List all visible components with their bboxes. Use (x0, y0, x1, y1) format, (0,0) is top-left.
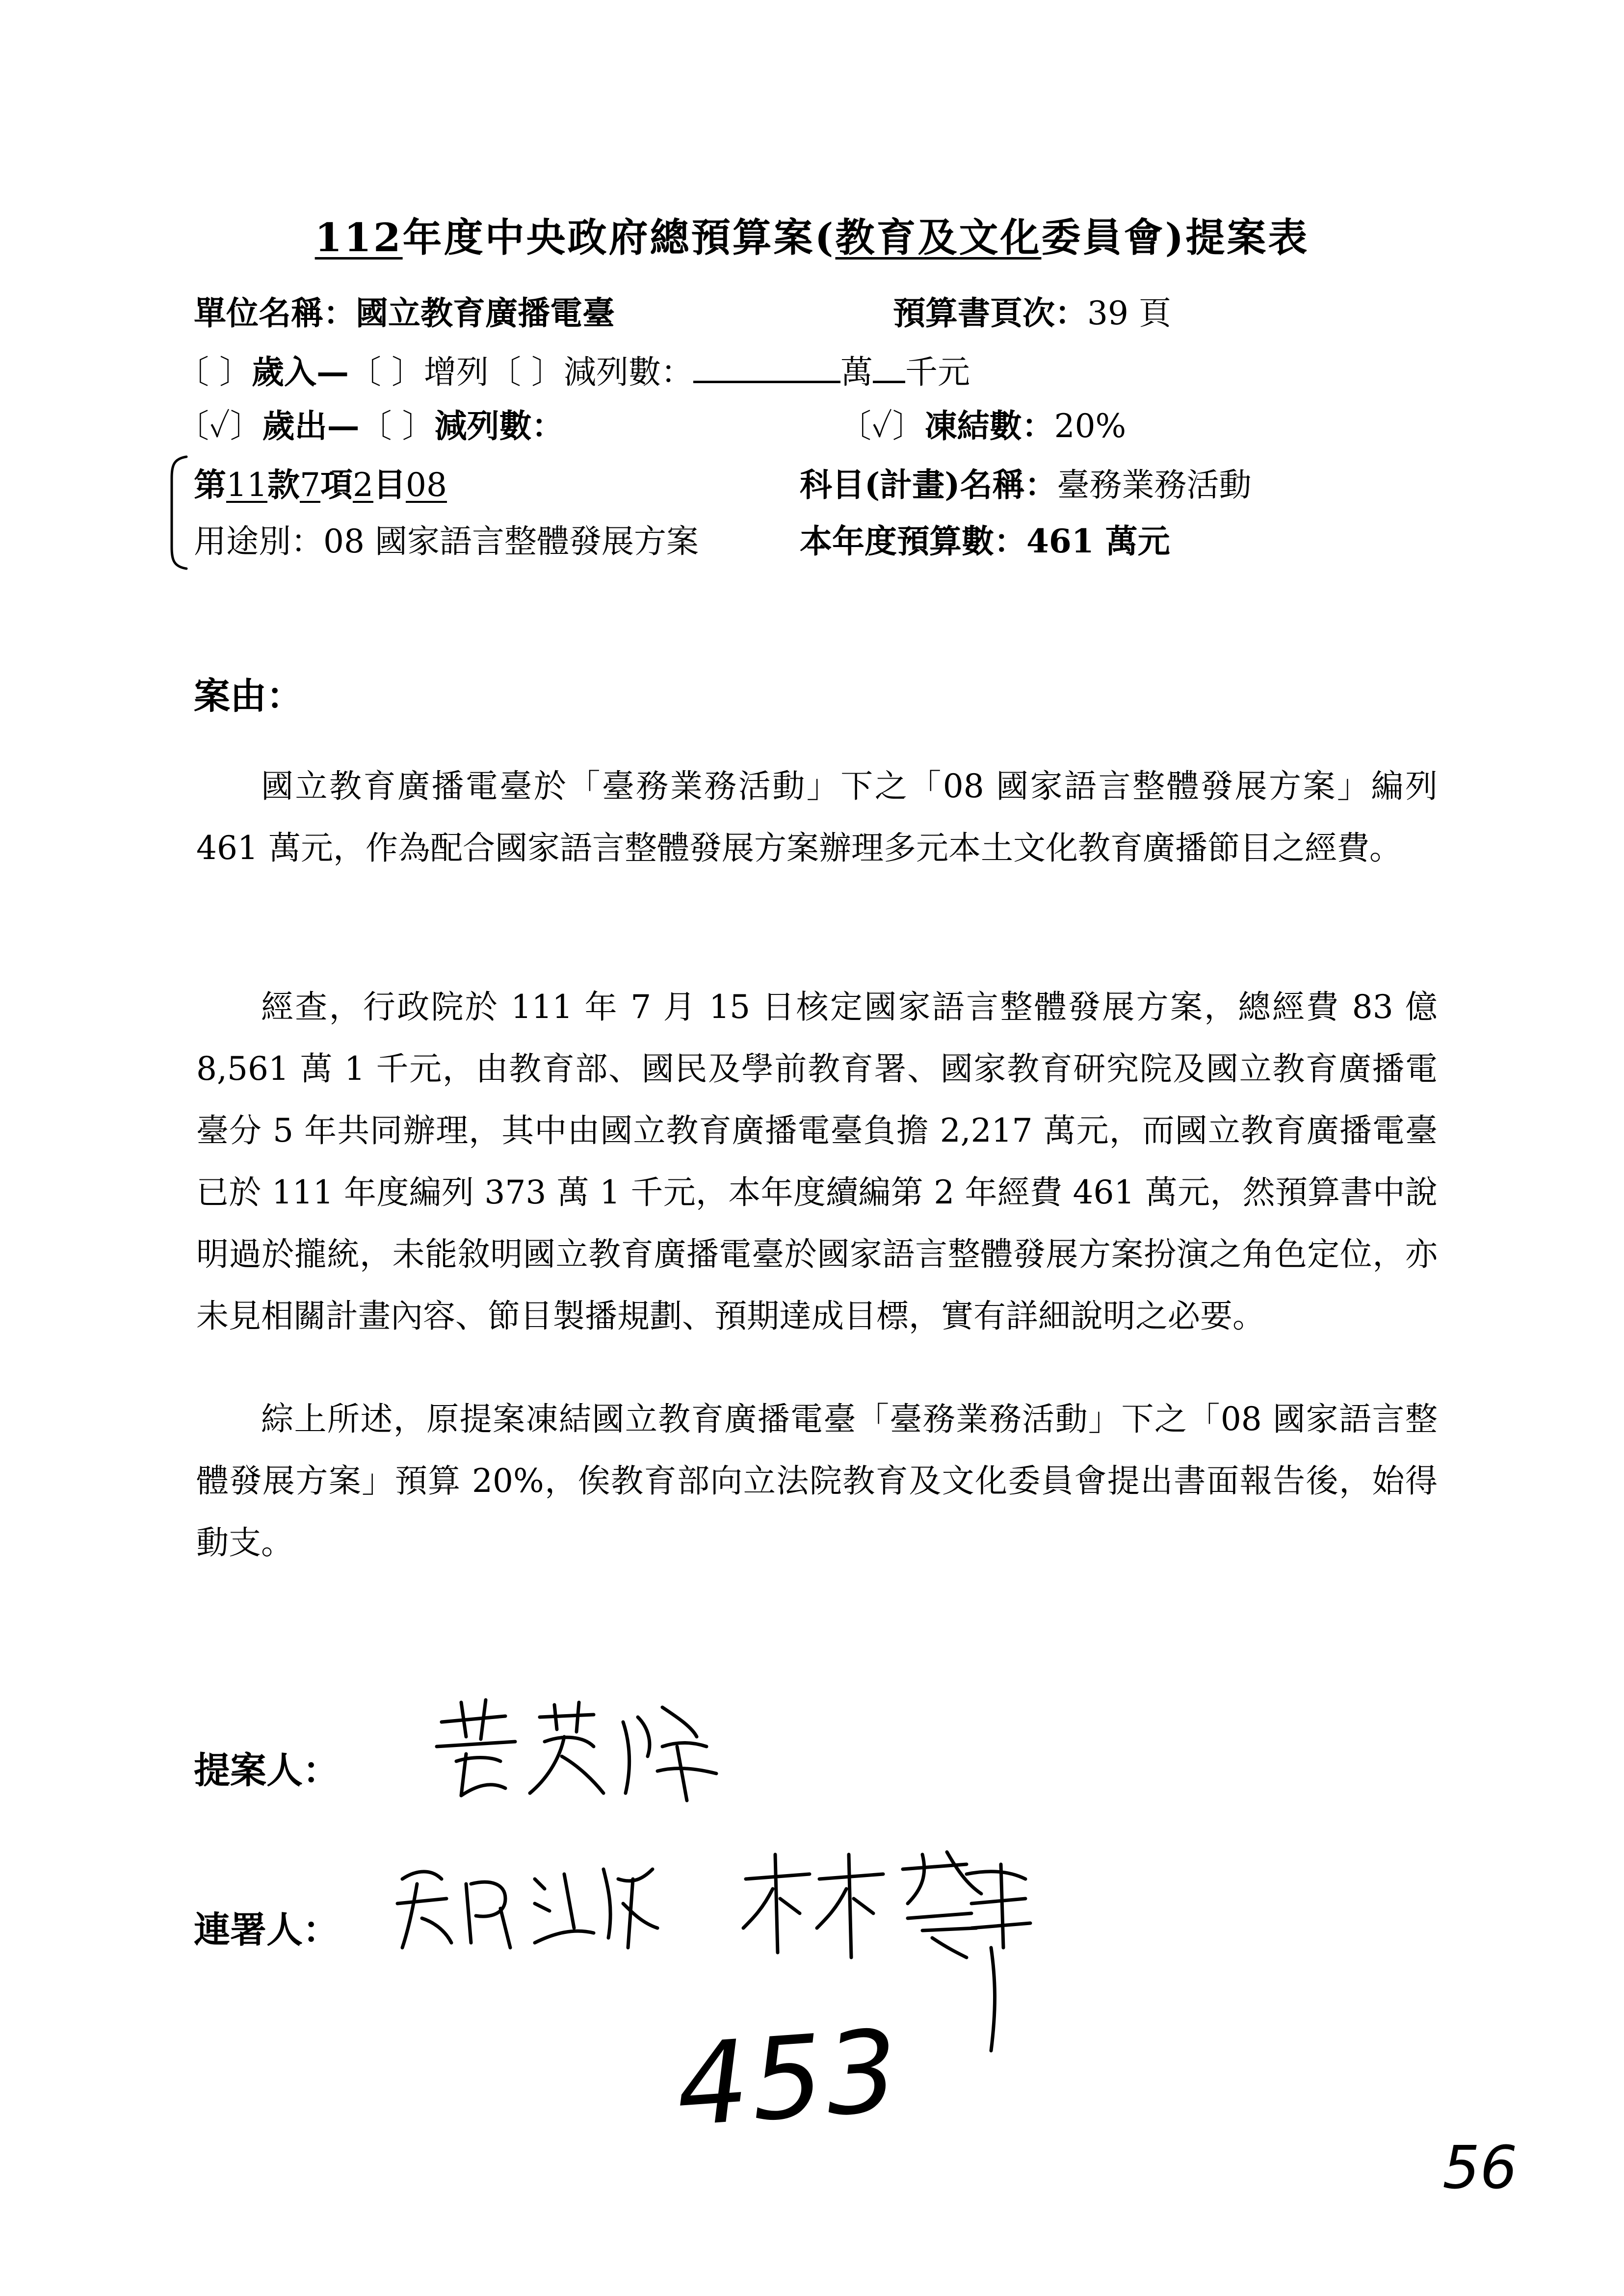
title-year: 112 (314, 214, 403, 261)
increase-checkbox: 〔 〕 (348, 353, 424, 391)
subject-label: 科目(計畫)名稱： (800, 466, 1057, 504)
item-kuan: 11 (226, 466, 267, 504)
revenue-decrease-label: 減列數： (563, 353, 693, 391)
unit-wan: 萬 (840, 353, 873, 391)
title-committee: 教育及文化 (835, 214, 1042, 261)
unit-thousand: 千元 (905, 353, 970, 391)
budget-page-label: 預算書頁次： (893, 294, 1087, 332)
subject-value: 臺務業務活動 (1057, 466, 1252, 504)
freeze-label: 凍結數： (924, 407, 1054, 445)
reason-paragraph-1: 國立教育廣播電臺於「臺務業務活動」下之「08 國家語言整體發展方案」編列 461 萬元，作為配合國家語言整體發展方案辦理多元本土文化教育廣播節目之經費。 (196, 767, 1438, 867)
item-prefix: 第 (194, 466, 226, 504)
expenditure-line (177, 400, 564, 446)
item-bracket (167, 454, 196, 572)
title-part2: 委員會)提案表 (1041, 214, 1310, 261)
unit-name: 國立教育廣播電臺 (356, 294, 615, 332)
reason-paragraph-3: 綜上所述，原提案凍結國立教育廣播電臺「臺務業務活動」下之「08 國家語言整體發展方案」預算 20%，俟教育部向立法院教育及文化委員會提出書面報告後，始得動支。 (196, 1400, 1438, 1562)
item-xiang: 7 (299, 466, 320, 504)
freeze-checkbox: 〔✓〕 (839, 407, 925, 445)
purpose-value: 08 國家語言整體發展方案 (323, 522, 699, 560)
expenditure-decrease-label: 減列數： (434, 407, 564, 445)
subject-row (800, 459, 1251, 505)
expenditure-decrease-checkbox: 〔 〕 (359, 407, 435, 445)
proposer-label: 提案人： (194, 1749, 339, 1792)
item-mu: 2 (352, 466, 373, 504)
handwritten-number: 453 (672, 2006, 905, 2152)
item-mu-label: 目 (373, 466, 406, 504)
thousand-blank (873, 355, 905, 383)
title-part1: 年度中央政府總預算案( (402, 214, 836, 261)
amount-value: 461 萬元 (1026, 522, 1170, 560)
item-xiang-label: 項 (320, 466, 353, 504)
freeze-row (839, 400, 1126, 446)
item-code-row (194, 459, 447, 505)
increase-label: 增列 (423, 353, 489, 391)
purpose-row (194, 515, 699, 562)
item-kuan-label: 款 (267, 466, 300, 504)
budget-page-row (893, 287, 1171, 334)
page-title (0, 206, 1624, 262)
reason-heading: 案由： (194, 675, 303, 717)
unit-name-row (194, 287, 615, 334)
proposer-signature (432, 1688, 736, 1805)
expenditure-label: 歲出— (262, 407, 360, 445)
page-number: 56 (1442, 2134, 1518, 2202)
revenue-label: 歲入— (251, 353, 349, 391)
cosigner-signature-1 (388, 1850, 672, 1957)
revenue-checkbox: 〔 〕 (177, 353, 252, 391)
unit-label: 單位名稱： (194, 294, 356, 332)
expenditure-checkbox: 〔✓〕 (177, 407, 262, 445)
amount-blank (693, 355, 840, 383)
amount-label: 本年度預算數： (800, 522, 1026, 560)
cosigner-label: 連署人： (194, 1909, 339, 1951)
item-jie: 08 (405, 466, 447, 504)
reason-paragraph-2: 經查，行政院於 111 年 7 月 15 日核定國家語言整體發展方案，總經費 83 億 8,561 萬 1 千元，由教育部、國民及學前教育署、國家教育研究院及國立教育廣播電臺分 5 年共同辦理，其中由國立教育廣播電臺負擔 2,217 萬元，而國立教育廣播電臺已於 111 年度編列 373 萬 1 千元，本年度續編第 2 年經費 461 萬元，然預算書中說明過於攏統，未能敘明國立教育廣播電臺於國家語言整體發展方案扮演之角色定位，亦未見相關計畫內容、節目製播規劃、預期達成目標，實有詳細說明之必要。 (196, 988, 1438, 1335)
budget-page-value: 39 頁 (1087, 294, 1171, 332)
amount-row (800, 515, 1170, 562)
purpose-label: 用途別： (194, 522, 323, 560)
freeze-value: 20% (1054, 407, 1126, 445)
decrease-checkbox: 〔 〕 (488, 353, 564, 391)
revenue-line (177, 346, 970, 392)
